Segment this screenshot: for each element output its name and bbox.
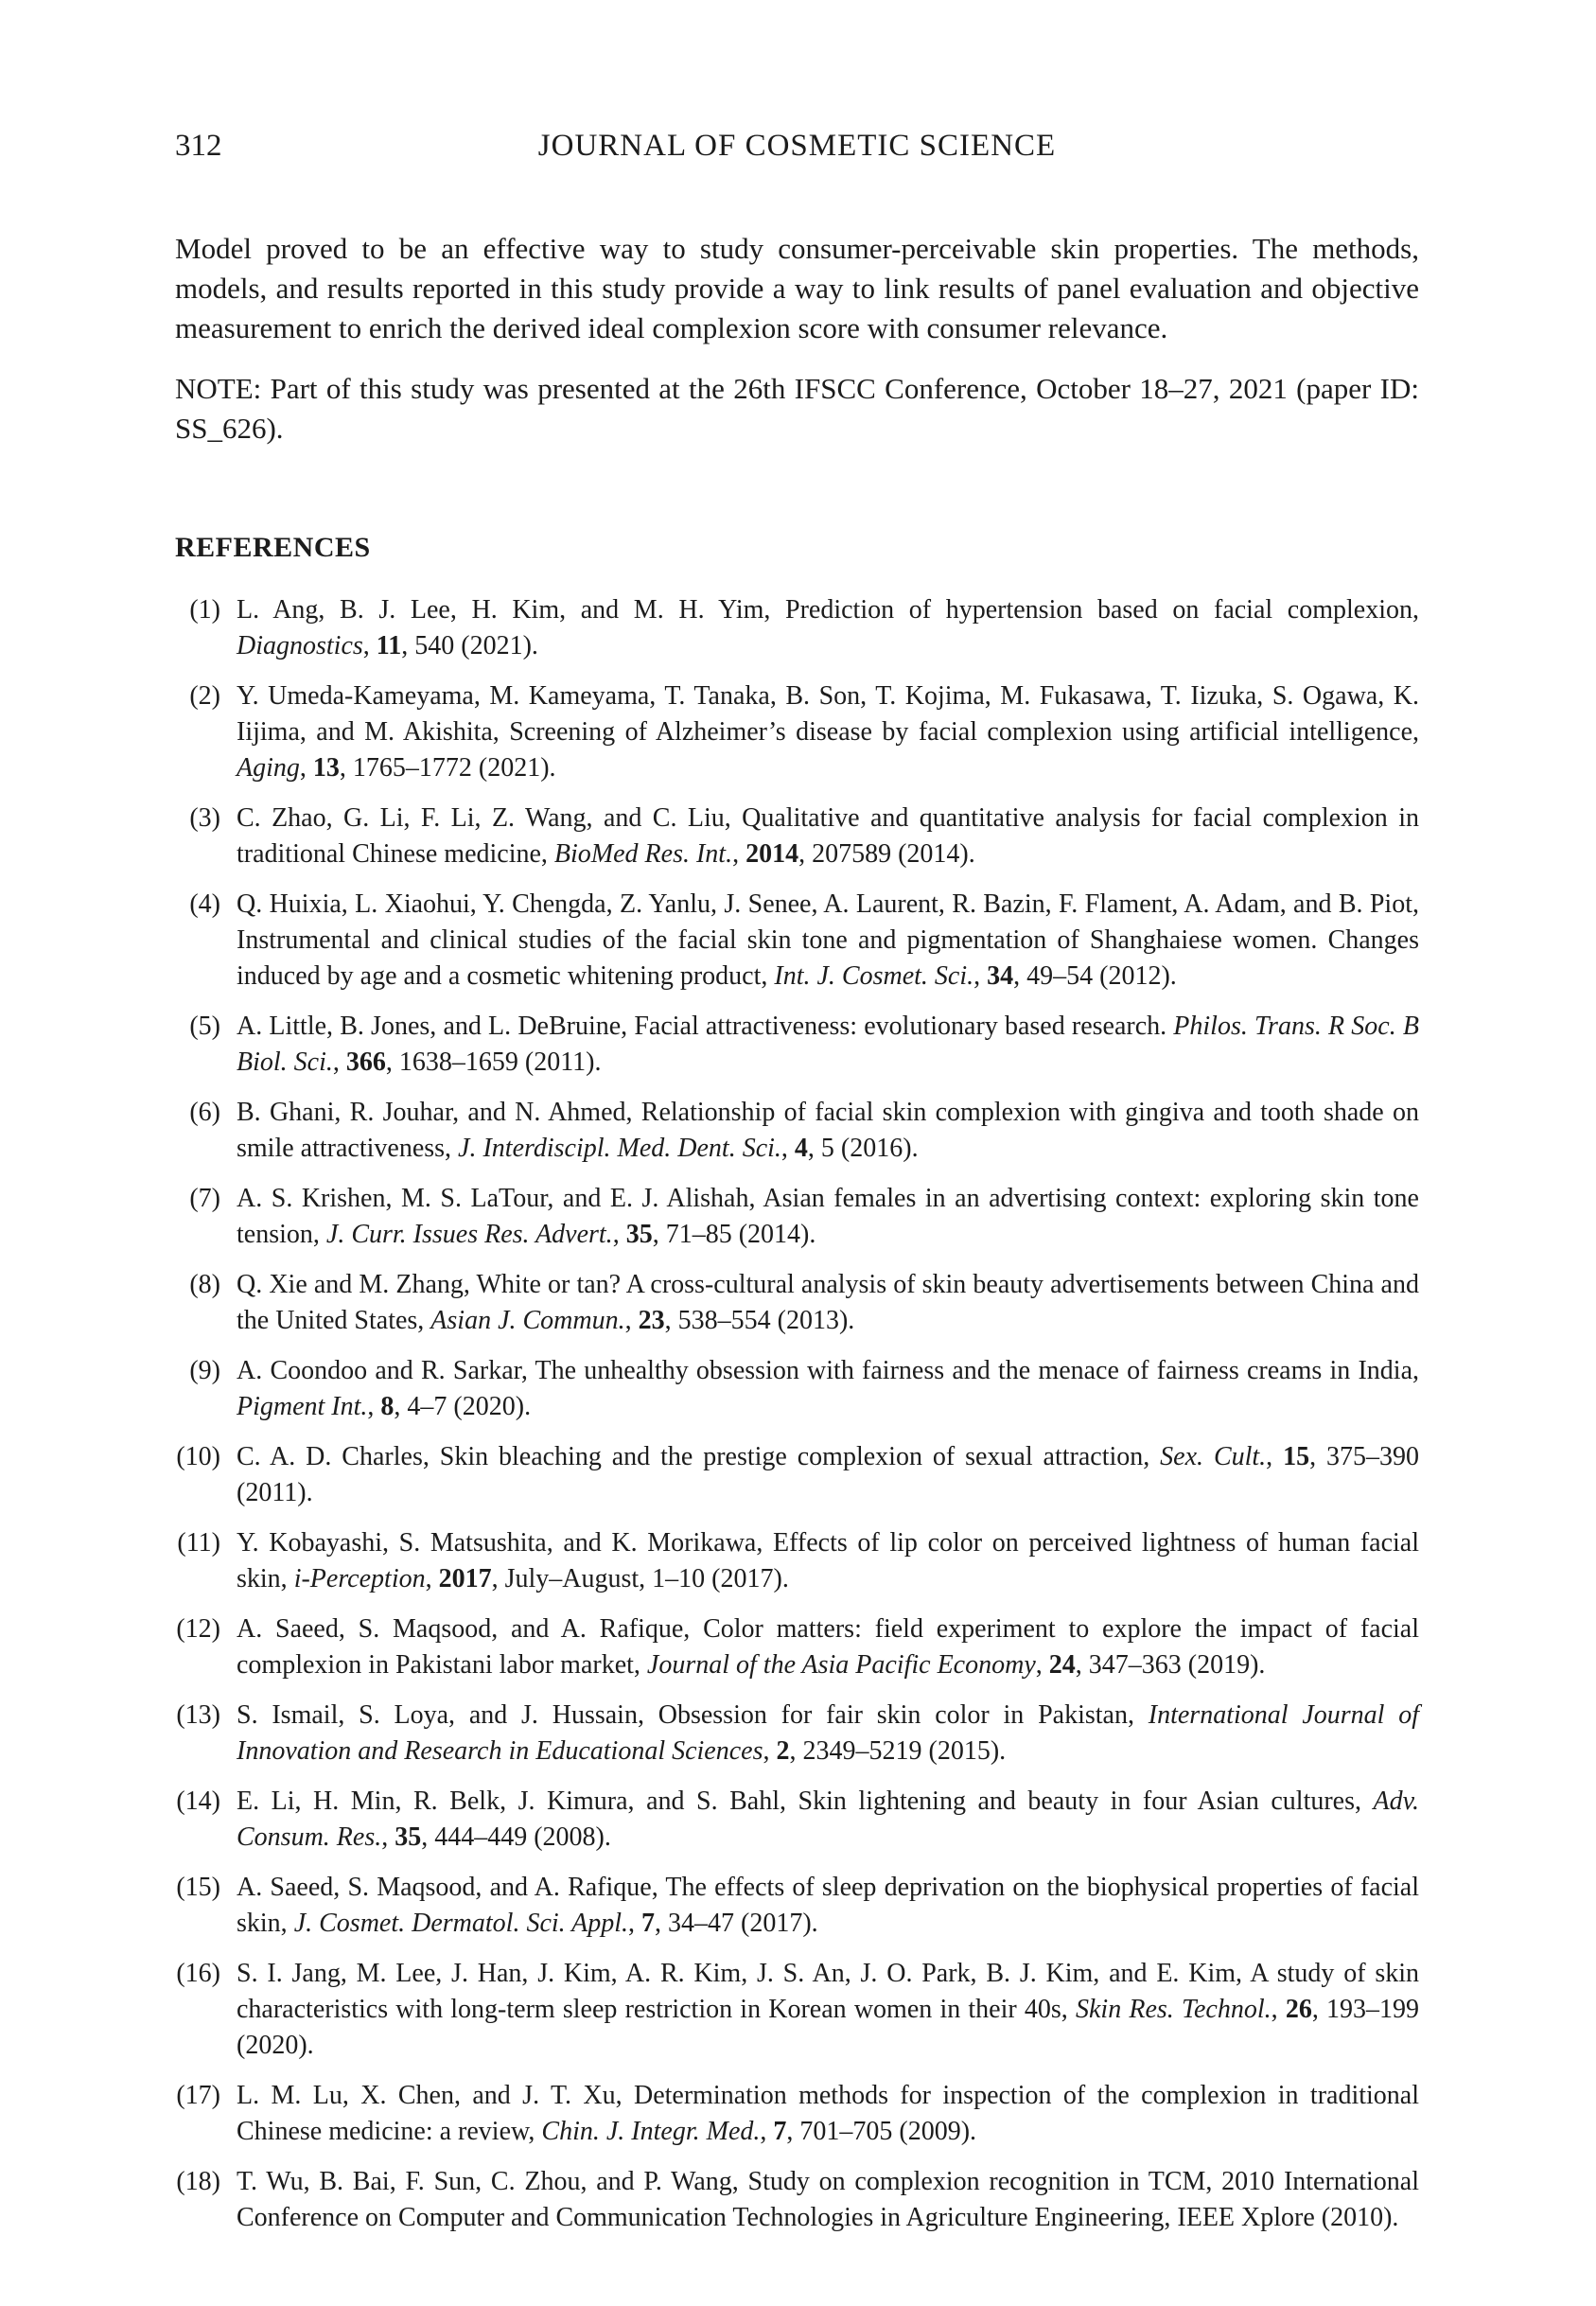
volume-number: 2 xyxy=(776,1736,790,1766)
ref-text-segment: , xyxy=(332,1047,346,1077)
ref-text-segment: , xyxy=(1266,1442,1284,1471)
ref-text-segment: , July–August, 1–10 (2017). xyxy=(491,1564,789,1593)
reference-number: (17) xyxy=(176,2081,220,2110)
volume-number: 34 xyxy=(987,961,1014,991)
ref-text-segment: , xyxy=(760,2117,774,2146)
ref-text-segment: , xyxy=(612,1220,626,1249)
ref-text-segment: C. Zhao, G. Li, F. Li, Z. Wang, and C. Liu, Qualitative and quantitative analysis for facial complexion in traditional Chinese medicine, xyxy=(237,803,1419,869)
reference-item xyxy=(175,1956,1419,2064)
reference-number: (3) xyxy=(189,803,220,833)
reference-number: (1) xyxy=(189,595,220,625)
ref-text-segment: , 701–705 (2009). xyxy=(786,2117,977,2146)
reference-number: (13) xyxy=(176,1700,220,1730)
reference-item xyxy=(175,1181,1419,1253)
references-list xyxy=(175,592,1419,2236)
ref-text-segment: , 207589 (2014). xyxy=(798,839,975,869)
volume-number: 26 xyxy=(1285,1995,1312,2024)
volume-number: 35 xyxy=(395,1822,422,1852)
reference-number: (4) xyxy=(189,889,220,919)
reference-text xyxy=(237,1698,1419,1769)
volume-number: 11 xyxy=(376,631,402,660)
journal-name: Aging xyxy=(237,753,300,783)
ref-text-segment: A. Saeed, S. Maqsood, and A. Rafique, The effects of sleep deprivation on the biophysical properties of facial skin, xyxy=(237,1873,1419,1938)
volume-number: 2017 xyxy=(438,1564,492,1593)
page-number: 312 xyxy=(175,129,222,163)
reference-item xyxy=(175,2078,1419,2150)
ref-text-segment: E. Li, H. Min, R. Belk, J. Kimura, and S. Bahl, Skin lightening and beauty in four Asian cultures, xyxy=(237,1787,1374,1816)
reference-text xyxy=(237,678,1419,786)
reference-item xyxy=(175,1870,1419,1942)
reference-item xyxy=(175,801,1419,872)
ref-text-segment: L. M. Lu, X. Chen, and J. T. Xu, Determination methods for inspection of the complexion in traditional Chinese medicine: a review, xyxy=(237,2081,1419,2146)
journal-name: Journal of the Asia Pacific Economy xyxy=(646,1650,1036,1680)
journal-name: Skin Res. Technol. xyxy=(1075,1995,1272,2024)
journal-name: BioMed Res. Int. xyxy=(553,839,733,869)
ref-text-segment: , 5 (2016). xyxy=(807,1134,919,1163)
ref-text-segment: , xyxy=(381,1822,395,1852)
journal-name: Asian J. Commun. xyxy=(430,1306,625,1335)
reference-text xyxy=(237,2164,1419,2236)
reference-number: (15) xyxy=(176,1873,220,1902)
reference-text xyxy=(237,1525,1419,1597)
reference-number: (10) xyxy=(176,1442,220,1471)
volume-number: 4 xyxy=(794,1134,808,1163)
ref-text-segment: Y. Umeda-Kameyama, M. Kameyama, T. Tanaka, B. Son, T. Kojima, M. Fukasawa, T. Iizuka, S. Ogawa, K. Iijima, and M. Akishita, Screening of Alzheimer’s disease by facial complexion using artificial intelligence, xyxy=(237,681,1419,747)
ref-text-segment: , 1638–1659 (2011). xyxy=(385,1047,602,1077)
journal-name: International Journal of Innovation and Research in Educational Sciences xyxy=(237,1700,1419,1766)
volume-number: 7 xyxy=(773,2117,787,2146)
reference-text xyxy=(237,1956,1419,2064)
reference-text xyxy=(237,592,1419,664)
ref-text-segment: L. Ang, B. J. Lee, H. Kim, and M. H. Yim, Prediction of hypertension based on facial complexion, xyxy=(237,595,1419,625)
journal-name: J. Curr. Issues Res. Advert. xyxy=(325,1220,613,1249)
reference-item xyxy=(175,887,1419,995)
volume-number: 2014 xyxy=(745,839,799,869)
reference-number: (16) xyxy=(176,1959,220,1988)
lead-paragraph: Model proved to be an effective way to study consumer-perceivable skin properties. The methods, models, and results reported in this study provide a way to link results of panel evaluation and objective measurement to enrich the derived ideal complexion score with consumer relevance. xyxy=(175,232,1419,344)
ref-text-segment: S. I. Jang, M. Lee, J. Han, J. Kim, A. R. Kim, J. S. An, J. O. Park, B. J. Kim, and E. Kim, A study of skin characteristics with long-term sleep restriction in Korean women in their 40s, xyxy=(237,1959,1419,2024)
volume-number: 7 xyxy=(641,1909,656,1938)
journal-name: Philos. Trans. R Soc. B Biol. Sci. xyxy=(237,1012,1419,1077)
journal-name: Chin. J. Integr. Med. xyxy=(541,2117,761,2146)
page-content xyxy=(175,0,1419,2250)
journal-name: Int. J. Cosmet. Sci. xyxy=(774,961,974,991)
ref-text-segment: , xyxy=(624,1306,639,1335)
reference-number: (12) xyxy=(176,1614,220,1644)
ref-text-segment: , 347–363 (2019). xyxy=(1075,1650,1266,1680)
volume-number: 366 xyxy=(345,1047,386,1077)
reference-item xyxy=(175,1611,1419,1683)
ref-text-segment: A. Little, B. Jones, and L. DeBruine, Facial attractiveness: evolutionary based research. xyxy=(237,1012,1174,1041)
reference-text xyxy=(237,1784,1419,1856)
reference-number: (9) xyxy=(189,1356,220,1385)
journal-name: J. Cosmet. Dermatol. Sci. Appl. xyxy=(293,1909,629,1938)
reference-item xyxy=(175,1525,1419,1597)
journal-name: i-Perception xyxy=(293,1564,426,1593)
ref-text-segment: , xyxy=(362,631,377,660)
reference-text xyxy=(237,2078,1419,2150)
journal-name: Sex. Cult. xyxy=(1160,1442,1267,1471)
reference-number: (8) xyxy=(189,1270,220,1299)
ref-text-segment: C. A. D. Charles, Skin bleaching and the prestige complexion of sexual attraction, xyxy=(237,1442,1161,1471)
ref-text-segment: Q. Xie and M. Zhang, White or tan? A cross-cultural analysis of skin beauty advertisements between China and the United States, xyxy=(237,1270,1419,1335)
ref-text-segment: B. Ghani, R. Jouhar, and N. Ahmed, Relationship of facial skin complexion with gingiva and tooth shade on smile attractiveness, xyxy=(237,1098,1419,1163)
page-header xyxy=(175,125,1419,167)
reference-item xyxy=(175,2164,1419,2236)
ref-text-segment: Y. Kobayashi, S. Matsushita, and K. Morikawa, Effects of lip color on perceived lightness of human facial skin, xyxy=(237,1528,1419,1593)
reference-text xyxy=(237,1870,1419,1942)
ref-text-segment: T. Wu, B. Bai, F. Sun, C. Zhou, and P. Wang, Study on complexion recognition in TCM, 2010 International Conference on Computer and Communication Technologies in Agriculture Engineering, IEEE Xplore (2010). xyxy=(237,2167,1419,2232)
ref-text-segment: , xyxy=(780,1134,795,1163)
reference-number: (6) xyxy=(189,1098,220,1127)
ref-text-segment: , xyxy=(732,839,746,869)
ref-text-segment: , 71–85 (2014). xyxy=(652,1220,816,1249)
reference-number: (5) xyxy=(189,1012,220,1041)
journal-name: Diagnostics xyxy=(237,631,363,660)
ref-text-segment: , xyxy=(1271,1995,1286,2024)
volume-number: 23 xyxy=(638,1306,665,1335)
reference-number: (11) xyxy=(177,1528,220,1558)
ref-text-segment: , xyxy=(628,1909,642,1938)
ref-text-segment: , xyxy=(1035,1650,1049,1680)
reference-text xyxy=(237,1181,1419,1253)
ref-text-segment: , xyxy=(367,1392,381,1421)
reference-item xyxy=(175,1353,1419,1425)
ref-text-segment: , xyxy=(425,1564,439,1593)
ref-text-segment: A. Coondoo and R. Sarkar, The unhealthy obsession with fairness and the menace of fairness creams in India, xyxy=(237,1356,1419,1385)
reference-item xyxy=(175,1784,1419,1856)
ref-text-segment: , 375–390 (2011). xyxy=(237,1442,1420,1507)
ref-text-segment: , 4–7 (2020). xyxy=(394,1392,532,1421)
reference-text xyxy=(237,1611,1419,1683)
reference-text xyxy=(237,887,1419,995)
ref-text-segment: , 2349–5219 (2015). xyxy=(789,1736,1007,1766)
volume-number: 8 xyxy=(380,1392,395,1421)
ref-text-segment: A. S. Krishen, M. S. LaTour, and E. J. Alishah, Asian females in an advertising context: exploring skin tone tension, xyxy=(237,1184,1419,1249)
ref-text-segment: , xyxy=(299,753,313,783)
reference-number: (2) xyxy=(189,681,220,711)
ref-text-segment: , 1765–1772 (2021). xyxy=(339,753,556,783)
reference-item xyxy=(175,1009,1419,1081)
ref-text-segment: , xyxy=(973,961,988,991)
journal-name: J. Interdiscipl. Med. Dent. Sci. xyxy=(458,1134,781,1163)
references-heading: REFERENCES xyxy=(175,532,371,563)
journal-name: Adv. Consum. Res. xyxy=(237,1787,1419,1852)
reference-text xyxy=(237,1095,1419,1167)
reference-item xyxy=(175,592,1419,664)
reference-text xyxy=(237,1267,1419,1339)
reference-number: (14) xyxy=(176,1787,220,1816)
reference-item xyxy=(175,1095,1419,1167)
reference-text xyxy=(237,1009,1419,1081)
reference-text xyxy=(237,1439,1419,1511)
ref-text-segment: , xyxy=(763,1736,777,1766)
volume-number: 15 xyxy=(1283,1442,1310,1471)
volume-number: 13 xyxy=(312,753,340,783)
running-head: JOURNAL OF COSMETIC SCIENCE xyxy=(537,129,1057,163)
reference-number: (18) xyxy=(176,2167,220,2196)
ref-text-segment: S. Ismail, S. Loya, and J. Hussain, Obsession for fair skin color in Pakistan, xyxy=(237,1700,1149,1730)
ref-text-segment: A. Saeed, S. Maqsood, and A. Rafique, Color matters: field experiment to explore the impact of facial complexion in Pakistani labor market, xyxy=(237,1614,1419,1680)
ref-text-segment: , 538–554 (2013). xyxy=(664,1306,855,1335)
note-paragraph: NOTE: Part of this study was presented at the 26th IFSCC Conference, October 18–27, 2021 (paper ID: SS_626). xyxy=(175,372,1419,445)
reference-item xyxy=(175,678,1419,786)
ref-text-segment: , 49–54 (2012). xyxy=(1013,961,1177,991)
ref-text-segment: , 444–449 (2008). xyxy=(421,1822,611,1852)
ref-text-segment: , 193–199 (2020). xyxy=(237,1995,1419,2060)
reference-item xyxy=(175,1698,1419,1769)
ref-text-segment: , 540 (2021). xyxy=(401,631,538,660)
reference-item xyxy=(175,1439,1419,1511)
journal-name: Pigment Int. xyxy=(237,1392,368,1421)
ref-text-segment: , 34–47 (2017). xyxy=(655,1909,818,1938)
volume-number: 24 xyxy=(1048,1650,1076,1680)
ref-text-segment: Q. Huixia, L. Xiaohui, Y. Chengda, Z. Yanlu, J. Senee, A. Laurent, R. Bazin, F. Flament, A. Adam, and B. Piot, Instrumental and clinical studies of the facial skin tone and pigmentation of Shanghaiese women. Changes induced by age and a cosmetic whitening product, xyxy=(237,889,1419,991)
reference-text xyxy=(237,801,1419,872)
reference-text xyxy=(237,1353,1419,1425)
reference-number: (7) xyxy=(189,1184,220,1213)
reference-item xyxy=(175,1267,1419,1339)
volume-number: 35 xyxy=(625,1220,653,1249)
